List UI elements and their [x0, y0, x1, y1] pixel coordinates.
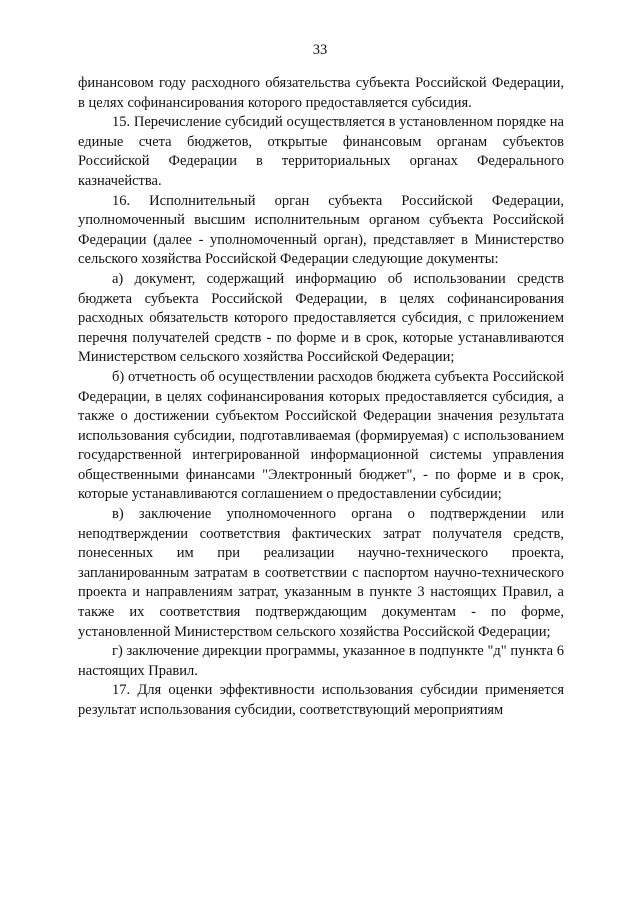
- paragraph-subitem-v: в) заключение уполномоченного органа о подтверждении или неподтверждении соответствия фактических затрат получателя средств, понесенных им при реализации научно-технического проекта, запланированным затратам в соответствии с паспортом научно-технического проекта и направлениям затрат, указанным в пункте 3 настоящих Правил, а также их соответствия подтверждающим документам - по форме, установленной Министерством сельского хозяйства Российской Федерации;: [78, 506, 564, 640]
- paragraph-subitem-b: б) отчетность об осуществлении расходов бюджета субъекта Российской Федерации, в целях софинансирования которых предоставляется субсидия, а также о достижении субъектом Российской Федерации значения результата использования субсидии, подготавливаемая (формируемая) с использованием государственной интегрированной информационной системы управления общественными финансами "Электронный бюджет", - по форме и в срок, которые устанавливаются соглашением о предоставлении субсидии;: [78, 368, 564, 503]
- paragraph-continuation: финансовом году расходного обязательства субъекта Российской Федерации, в целях софинансирования которого предоставляется субсидия.: [78, 75, 564, 111]
- paragraph-subitem-a: а) документ, содержащий информацию об использовании средств бюджета субъекта Российской Федерации, в целях софинансирования расходных обязательств которого предоставляется субсидия, с приложением перечня получателей средств - по форме и в срок, которые устанавливаются Министерством сельского хозяйства Российской Федерации;: [78, 270, 564, 366]
- paragraph-item-16: 16. Исполнительный орган субъекта Российской Федерации, уполномоченный высшим исполнительным органом субъекта Российской Федерации (далее - уполномоченный орган), представляет в Министерство сельского хозяйства Российской Федерации следующие документы:: [78, 192, 564, 268]
- document-body: [78, 74, 564, 721]
- paragraph-item-15: 15. Перечисление субсидий осуществляется в установленном порядке на единые счета бюджетов, открытые финансовым органам субъектов Российской Федерации в территориальных органах Федерального казначейства.: [78, 114, 564, 189]
- paragraph-subitem-g: г) заключение дирекции программы, указанное в подпункте "д" пункта 6 настоящих Правил.: [78, 643, 564, 679]
- page-number: 33: [312, 42, 328, 58]
- paragraph-item-17: 17. Для оценки эффективности использования субсидии применяется результат использования субсидии, соответствующий мероприятиям: [78, 682, 564, 718]
